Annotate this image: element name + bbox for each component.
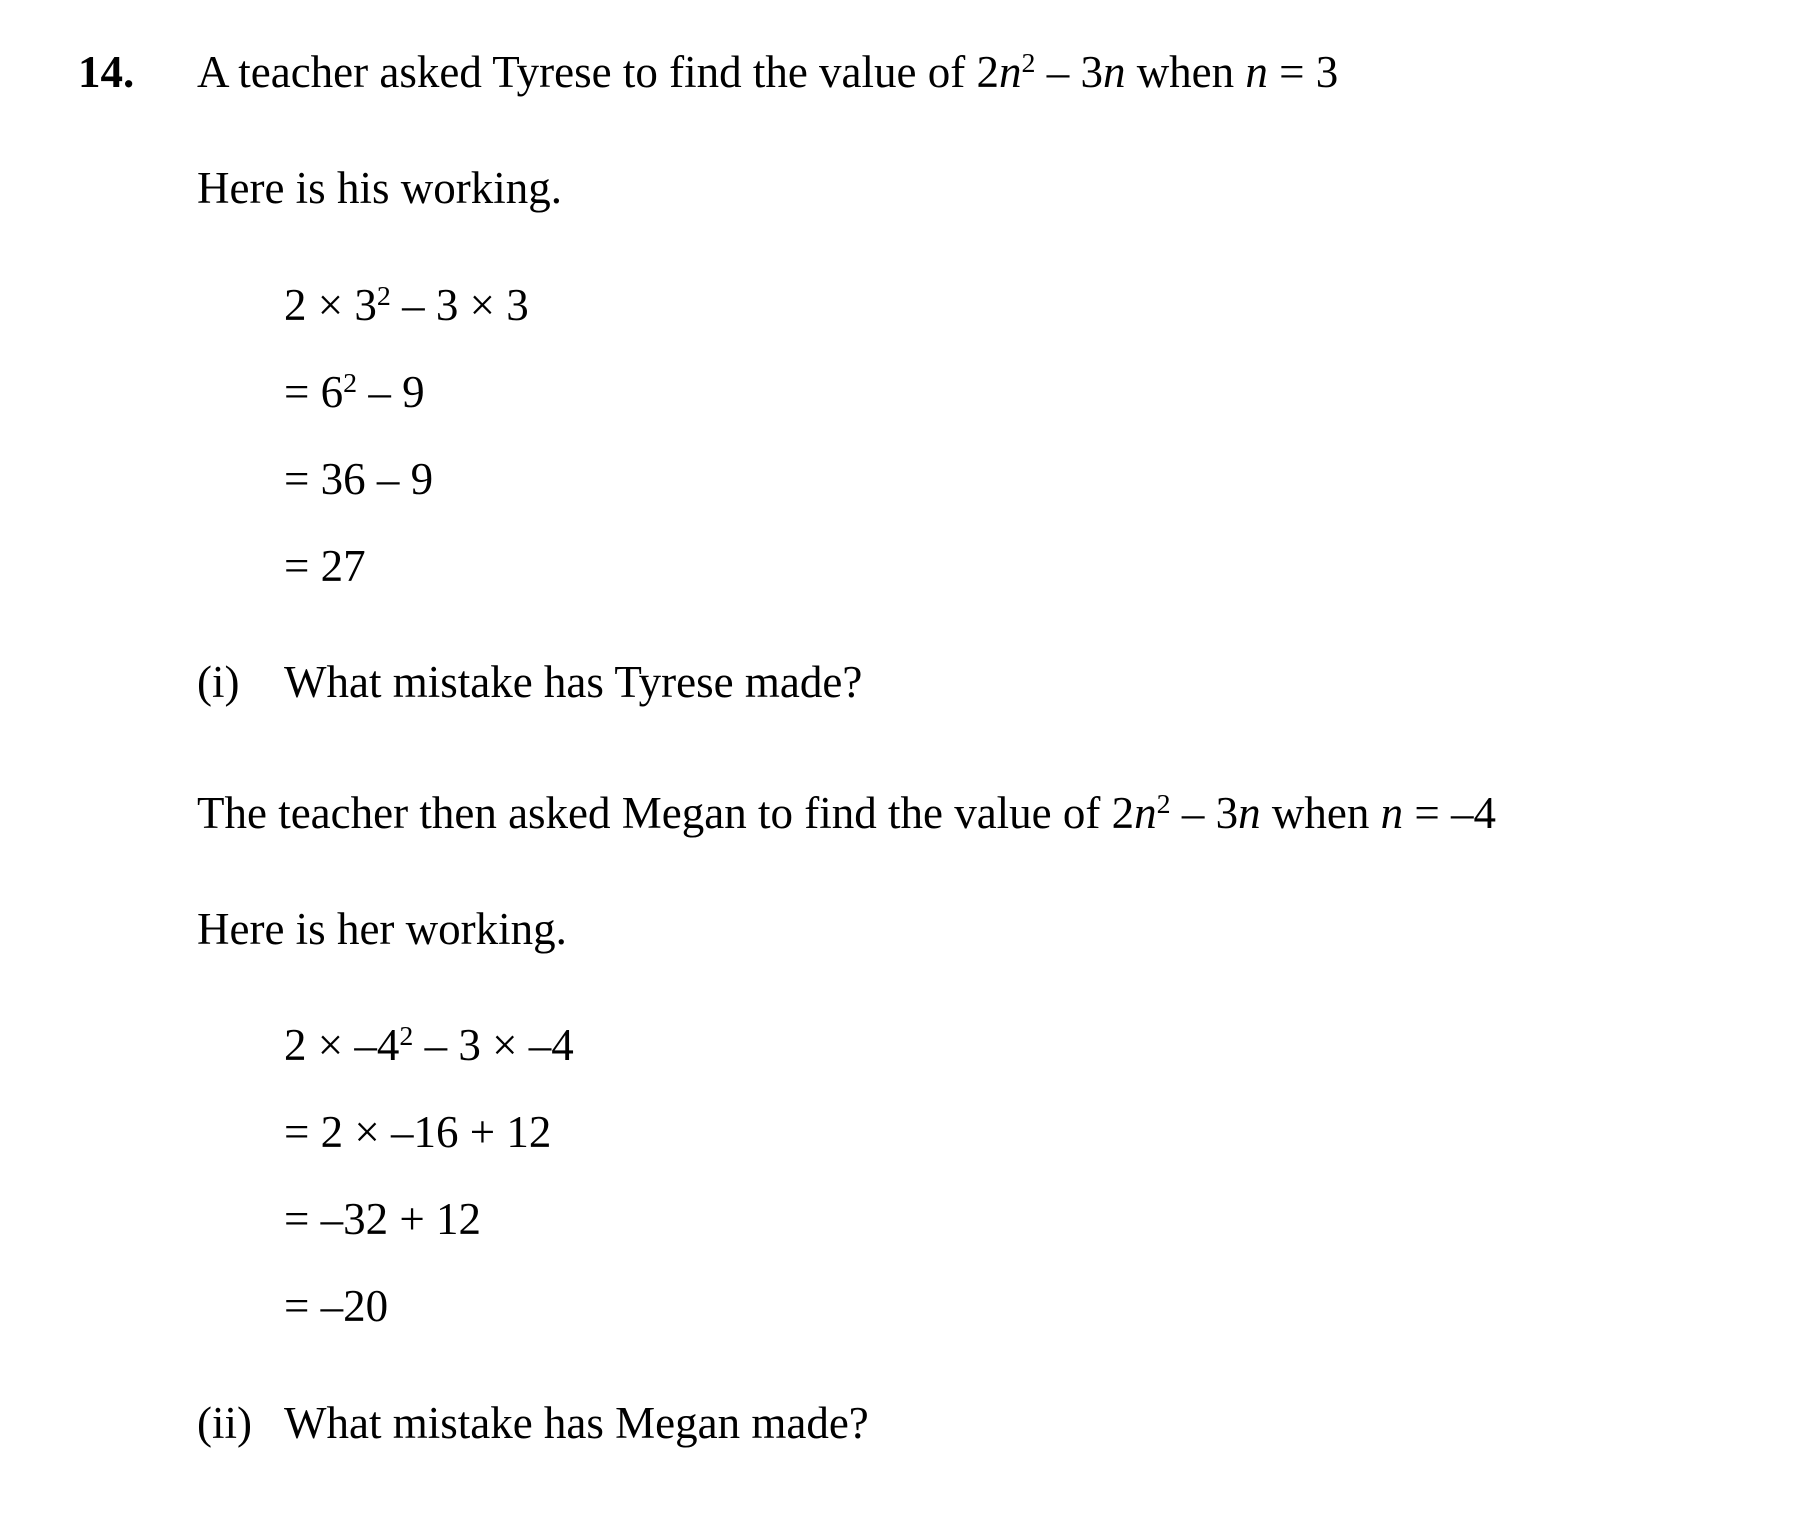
tyrese-working-line-4: = 27 <box>284 541 366 591</box>
part-i-text: What mistake has Tyrese made? <box>284 657 863 707</box>
intro2-text-4: = –4 <box>1403 788 1496 838</box>
tyrese-line1-b: – 3 × 3 <box>390 280 529 330</box>
tyrese-working-line-1 <box>284 280 529 330</box>
megan-line1-exponent: 2 <box>399 1020 414 1052</box>
intro-text-3: when <box>1125 47 1246 97</box>
intro-text-4: = 3 <box>1267 47 1339 97</box>
tyrese-line2-exponent: 2 <box>343 367 358 399</box>
intro2-text-2: – 3 <box>1170 788 1239 838</box>
intro-var-3: n <box>1245 47 1268 97</box>
intro2-var-2: n <box>1238 788 1261 838</box>
tyrese-line1-exponent: 2 <box>376 280 391 312</box>
part-i-label: (i) <box>197 657 240 707</box>
working-intro-his: Here is his working. <box>197 163 562 213</box>
intro2-exponent-1: 2 <box>1156 788 1171 820</box>
megan-line1-a: 2 × –4 <box>284 1020 400 1070</box>
intro2-var-3: n <box>1380 788 1404 838</box>
megan-working-line-3: = –32 + 12 <box>284 1194 482 1244</box>
intro-var-2: n <box>1102 47 1126 97</box>
megan-line1-b: – 3 × –4 <box>413 1020 574 1070</box>
part-ii-question <box>197 1398 869 1448</box>
intro-var-1: n <box>998 47 1022 97</box>
part-ii-text: What mistake has Megan made? <box>284 1398 869 1448</box>
tyrese-line2-b: – 9 <box>357 367 425 417</box>
working-intro-her: Here is her working. <box>197 904 567 954</box>
intro2-var-1: n <box>1134 788 1157 838</box>
megan-working-line-2: = 2 × –16 + 12 <box>284 1107 552 1157</box>
intro-text-2: – 3 <box>1035 47 1103 97</box>
intro-exponent-1: 2 <box>1021 47 1036 79</box>
intro2-text-1: The teacher then asked Megan to find the value of 2 <box>197 788 1135 838</box>
megan-working-line-1 <box>284 1020 574 1070</box>
tyrese-line1-a: 2 × 3 <box>284 280 377 330</box>
tyrese-working-line-2 <box>284 367 425 417</box>
part-i-question <box>197 657 863 707</box>
question-intro-tyrese <box>197 47 1339 97</box>
question-number: 14. <box>78 47 135 97</box>
part-ii-label: (ii) <box>197 1398 252 1448</box>
intro2-text-3: when <box>1260 788 1381 838</box>
megan-working-line-4: = –20 <box>284 1281 389 1331</box>
question-intro-megan <box>197 788 1496 838</box>
tyrese-line2-a: = 6 <box>284 367 344 417</box>
intro-text-1: A teacher asked Tyrese to find the value of 2 <box>197 47 999 97</box>
tyrese-working-line-3: = 36 – 9 <box>284 454 434 504</box>
